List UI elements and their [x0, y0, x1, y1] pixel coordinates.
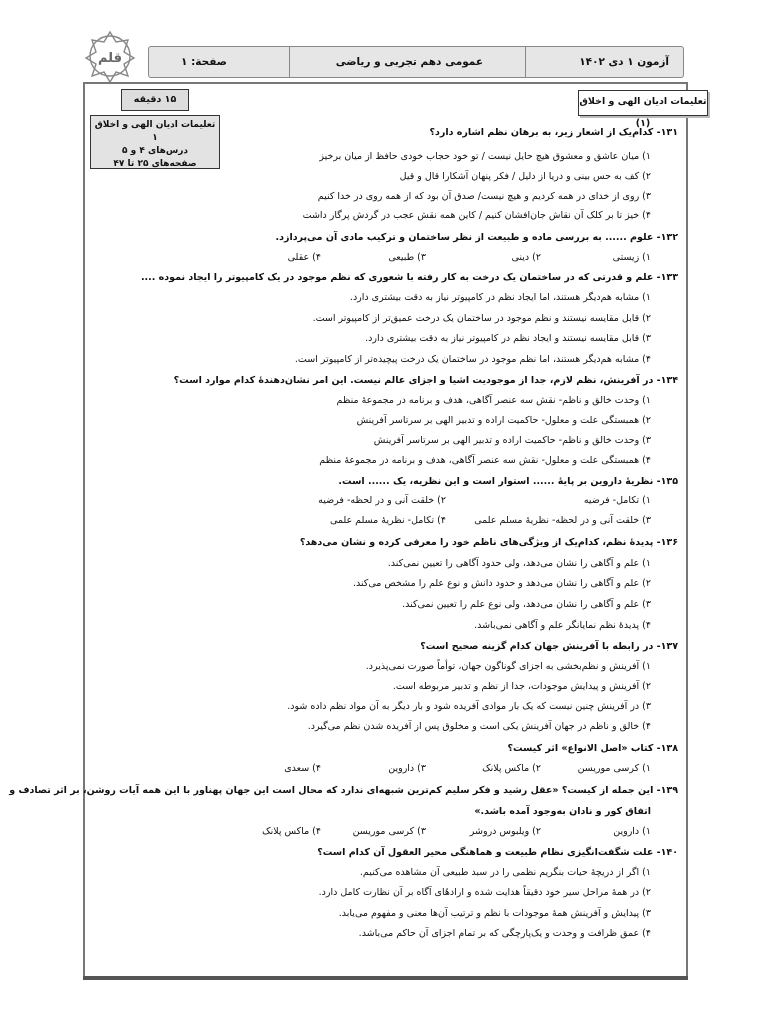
answer-option: ۲) در همهٔ مراحل سیر خود دقیقاً هدایت شده و ارادهٔای آگاه بر آن نظارت کامل دارد. — [318, 887, 651, 898]
answer-option: ۱) علم و آگاهی را نشان می‌دهد، ولی حدود آگاهی را تعیین نمی‌کند. — [387, 558, 651, 569]
answer-option: ۴) مشابه هم‌دیگر هستند، اما نظم موجود در ساختمان یک درخت پیچیده‌تر از کامپیوتر است. — [294, 354, 651, 365]
answer-option: ۳) کرسی موریسن — [352, 826, 426, 837]
question-text: ۱۳۴- در آفرینش، نظم لازم، جدا از موجودیت اشیا و اجزای عالم نیست. این امر نشان‌دهندهٔ کدام موارد است؟ — [173, 375, 678, 386]
answer-option: ۲) کف به حس بینی و دریا از دلیل / فکر پنهان آشکارا قال و قیل — [399, 171, 651, 182]
answer-option: ۲) دینی — [511, 252, 541, 263]
answer-option: ۳) خلقت آنی و در لحظه- نظریهٔ مسلم علمی — [474, 515, 651, 526]
options-row — [91, 493, 651, 509]
section-info-box — [90, 115, 220, 169]
answer-option: ۳) علم و آگاهی را نشان می‌دهد، ولی نوع علم را تعیین نمی‌کند. — [402, 599, 651, 610]
answer-option: ۳) داروین — [388, 763, 426, 774]
answer-option: ۳) وحدت خالق و ناظم- حاکمیت اراده و تدبیر الهی بر سرتاسر آفرینش — [373, 435, 651, 446]
answer-option: ۱) آفرینش و نظم‌بخشی به اجزای گوناگون جهان، توأماً صورت نمی‌پذیرد. — [365, 661, 651, 672]
header-bar — [148, 46, 684, 78]
exam-title: آزمون ۱ دی ۱۴۰۲ — [579, 56, 669, 68]
answer-option: ۲) علم و آگاهی را نشان می‌دهد و حدود دانش و نوع علم را مشخص می‌کند. — [352, 578, 651, 589]
answer-option: ۱) تکامل- فرضیه — [583, 495, 651, 506]
answer-option: ۱) داروین — [613, 826, 651, 837]
answer-option: ۲) همبستگی علت و معلول- حاکمیت اراده و تدبیر الهی بر سرتاسر آفرینش — [356, 415, 651, 426]
svg-text:ﻗﻠﻢ: ﻗﻠﻢ — [97, 51, 123, 66]
answer-option: ۱) مشابه هم‌دیگر هستند، اما ایجاد نظم در کامپیوتر نیاز به دقت بیشتری دارد. — [349, 292, 651, 303]
answer-option: ۴) سعدی — [284, 763, 321, 774]
answer-option: ۴) همبستگی علت و معلول- نقش سه عنصر آگاهی، هدف و برنامه در مجموعهٔ منظم — [319, 455, 651, 466]
answer-option: ۱) زیستی — [612, 252, 651, 263]
course-title: عمومی دهم تجربی و ریاضی — [335, 56, 483, 68]
answer-option: ۱) اگر از دریچهٔ حیات بنگریم نظمی را در سبد طبیعی آن مشاهده می‌کنیم. — [359, 867, 651, 878]
question-text: ۱۳۱- کدام‌یک از اشعار زیر، به برهان نظم اشاره دارد؟ — [429, 127, 678, 138]
question-text: ۱۳۷- در رابطه با آفرینش جهان کدام گزینه صحیح است؟ — [420, 641, 678, 652]
answer-option: ۳) روی از خدای در همه کردیم و هیچ نیست/ صدق آن بود که از همه روی در خدا کنیم — [317, 191, 651, 202]
time-badge: ۱۵ دقیقه — [121, 89, 189, 111]
answer-option: ۴) خیز تا بر کلک آن نقاش جان‌افشان کنیم / کاین همه نقش عجب در گردش پرگار داشت — [302, 210, 651, 221]
question-text: ۱۳۵- نظریهٔ داروین بر پایهٔ ...... استوار است و این نظریه، یک ...... است. — [338, 476, 678, 487]
answer-option: ۲) قابل مقایسه نیستند و نظم موجود در ساختمان یک درخت عمیق‌تر از کامپیوتر است. — [312, 313, 651, 324]
answer-option: ۳) قابل مقایسه نیستند و ایجاد نظم در کامپیوتر نیاز به دقت بیشتری دارد. — [365, 333, 651, 344]
options-row — [91, 513, 651, 529]
answer-option: ۴) ماکس پلانک — [262, 826, 321, 837]
answer-option: ۲) ماکس پلانک — [482, 763, 541, 774]
question-text: ۱۳۳- علم و قدرتی که در ساختمان یک درخت به کار رفته با شعوری که نظم موجود در یک کامپیوتر را ایجاد نموده .... — [140, 272, 678, 283]
answer-option: ۳) پیدایش و آفرینش همهٔ موجودات با نظم و ترتیب آن‌ها معنی و مفهوم می‌یابد. — [338, 908, 651, 919]
answer-option: ۳) طبیعی — [388, 252, 426, 263]
answer-option: ۲) خلقت آنی و در لحظه- فرضیه — [318, 495, 446, 506]
question-text: ۱۳۸- کتاب «اصل الانواع» اثر کیست؟ — [507, 743, 678, 754]
section-lessons: درس‌های ۴ و ۵ — [121, 146, 189, 156]
answer-option: ۱) کرسی موریسن — [577, 763, 651, 774]
answer-option: ۴) عمق ظرافت و وحدت و یک‌پارچگی که بر تمام اجزای آن حاکم می‌باشد. — [358, 928, 651, 939]
frame-shadow — [83, 976, 688, 980]
question-text: ۱۳۲- علوم ...... به بررسی ماده و طبیعت از نظر ساختمان و ترکیب مادی آن می‌پردازد. — [275, 232, 678, 243]
page-number: صفحة: ۱ — [181, 56, 227, 68]
ghalamchi-logo-icon — [72, 26, 142, 88]
answer-option: ۳) در آفرینش چنین نیست که یک بار موادی آفریده شود و بار دیگر به آن مواد نظم داده شود. — [287, 701, 651, 712]
topic-title: تعلیمات ادیان الهی و اخلاق (۱) — [578, 90, 708, 116]
question-text: ۱۳۶- پدیدهٔ نظم، کدام‌یک از ویژگی‌های ناظم خود را معرفی کرده و نشان می‌دهد؟ — [299, 537, 678, 548]
options-row — [91, 250, 651, 266]
answer-option: ۱) میان عاشق و معشوق هیچ حایل نیست / تو خود حجاب خودی حافظ از میان برخیز — [319, 151, 651, 162]
options-row — [91, 761, 651, 777]
answer-option: ۴) عقلی — [287, 252, 321, 263]
question-text: اتفاق کور و نادان به‌وجود آمده باشد.» — [474, 806, 651, 817]
answer-option: ۱) وحدت خالق و ناظم- نقش سه عنصر آگاهی، هدف و برنامه در مجموعهٔ منظم — [336, 395, 651, 406]
question-text: ۱۴۰- علت شگفت‌انگیزی نظام طبیعت و هماهنگی محیر العقول آن کدام است؟ — [317, 847, 678, 858]
answer-option: ۴) خالق و ناظم در جهان آفرینش یکی است و مخلوق پس از آفریده شدن نظم می‌گیرد. — [307, 721, 651, 732]
section-pages: صفحه‌های ۲۵ تا ۴۷ — [113, 159, 197, 169]
answer-option: ۴) تکامل- نظریهٔ مسلم علمی — [329, 515, 446, 526]
question-text: ۱۳۹- این جمله از کیست؟ «عقل رشید و فکر سلیم کم‌ترین شبهه‌ای ندارد که محال است این جهان پهناور با این همه آیات روشن، بر اثر تصادف و — [9, 785, 678, 796]
section-subject: تعلیمات ادیان الهی و اخلاق ۱ — [94, 120, 216, 143]
answer-option: ۲) ویلبوس دروشر — [469, 826, 541, 837]
answer-option: ۴) پدیدهٔ نظم نمایانگر علم و آگاهی نمی‌باشد. — [474, 620, 651, 631]
answer-option: ۲) آفرینش و پیدایش موجودات، جدا از نظم و تدبیر مربوطه است. — [392, 681, 651, 692]
options-row — [91, 824, 651, 840]
